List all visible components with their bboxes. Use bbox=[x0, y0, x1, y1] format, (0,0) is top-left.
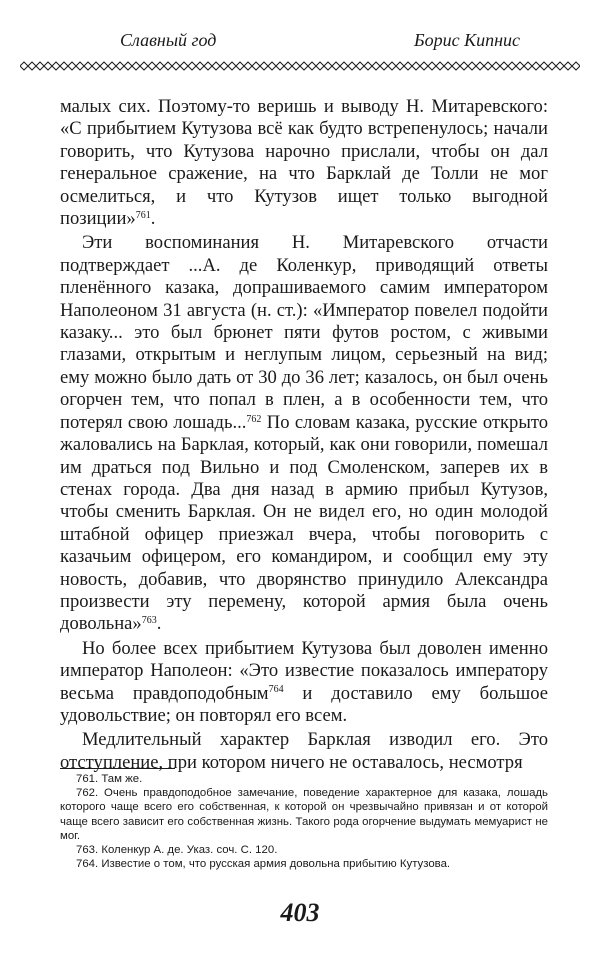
running-header bbox=[60, 30, 540, 54]
page-number: 403 bbox=[280, 898, 320, 927]
header-book-title: Славный год bbox=[120, 30, 217, 50]
paragraph-2 bbox=[60, 232, 548, 635]
footnote-ref-761[interactable]: 761 bbox=[135, 209, 151, 221]
header-ornament-rule bbox=[20, 60, 580, 72]
header-author: Борис Кипнис bbox=[414, 30, 520, 50]
footnote-762: 762. Очень правдоподобное замечание, поведение характерное для казака, лошадь которого чаще всего его собственная, к которой он чрезвычайно привязан и от которой чаще всего зависит его собственная жизнь. Такого рода огорчение выдумать мемуарист не мог. bbox=[60, 787, 548, 842]
footnote-763: 763. Коленкур А. де. Указ. соч. С. 120. bbox=[76, 844, 278, 857]
footnote-764: 764. Известие о том, что русская армия довольна прибытию Кутузова. bbox=[76, 858, 451, 871]
footnotes bbox=[60, 772, 548, 871]
paragraph-4-text: Медлительный характер Барклая изводил его. Это отступление, при котором ничего не оставалось, несмотря bbox=[60, 729, 548, 773]
footnote-separator bbox=[60, 768, 175, 769]
paragraph-2-text: Эти воспоминания Н. Митаревского отчасти подтверждает ...А. де Коленкур, приводящий ответы пленённого казака, допрашиваемого самим императором Наполеоном 31 августа (н. ст.): «Император повелел подойти казаку... это был брюнет пяти футов ростом, с живыми глазами, открытым и неглупым лицом, серьезный на вид; ему можно было дать от 30 до 36 лет; казалось, он был очень огорчен тем, что попал в плен, а в особенности тем, что потерял свою лошадь... bbox=[60, 232, 548, 433]
paragraph-3-text: Но более всех прибытием Кутузова был доволен именно император Наполеон: «Это известие показалось императору весьма правдоподобным bbox=[60, 637, 548, 704]
footnote-ref-762[interactable]: 762 bbox=[246, 413, 262, 425]
paragraph-3-tail: и доставило ему большое удовольствие; он повторял его всем. bbox=[60, 682, 548, 726]
paragraph-2-text-cont: По словам казака, русские открыто жаловались на Барклая, который, как они говорили, помешал им драться под Вильно и под Смоленском, заперев их в стенах города. Два дня назад в армию прибыл Кутузов, чтобы сменить Барклая. Он не видел его, но один молодой штабной офицер приезжал вчера, чтобы поговорить с казачьим офицером, его командиром, и сообщил ему эту новость, добавив, что дворянство принудило Александра произвести эту перемену, которой армия была очень довольна» bbox=[60, 411, 549, 635]
paragraph-2-tail: . bbox=[156, 613, 162, 635]
footnote-ref-764[interactable]: 764 bbox=[268, 684, 284, 696]
paragraph-3 bbox=[60, 638, 548, 728]
paragraph-1 bbox=[60, 96, 548, 230]
footnote-ref-763[interactable]: 763 bbox=[141, 615, 157, 627]
footnote-761: 761. Там же. bbox=[76, 773, 143, 785]
paragraph-1-text: малых сих. Поэтому-то веришь и выводу Н. Митаревского: «С прибытием Кутузова всё как будто встрепенулось; начали говорить, что Кутузова нарочно прислали, чтобы он дал генеральное сражение, на что Барклай де Толли не мог осмелиться, и что Кутузов ищет только выгодной позиции» bbox=[60, 96, 548, 230]
paragraph-1-tail: . bbox=[150, 208, 156, 230]
ornament-chain bbox=[20, 60, 580, 72]
main-text bbox=[60, 96, 548, 776]
